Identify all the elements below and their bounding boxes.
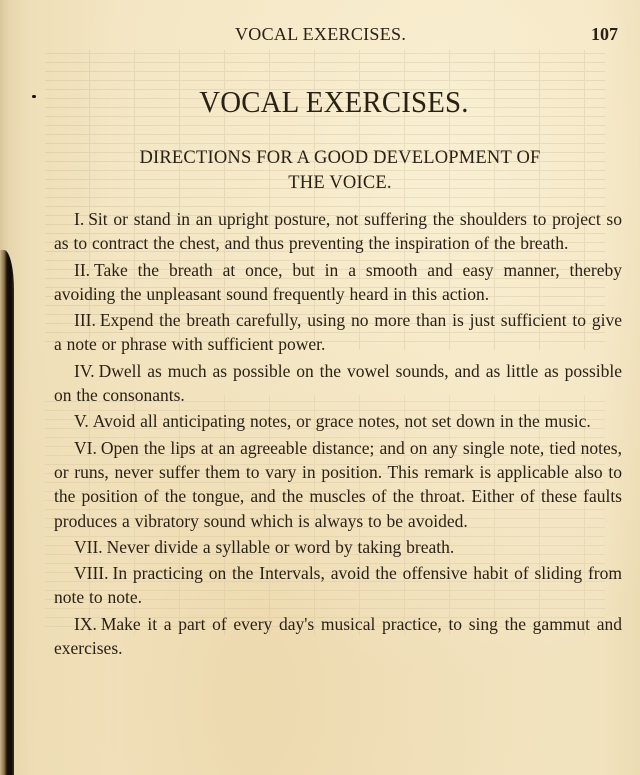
direction-numeral: I. — [74, 209, 85, 229]
direction-item — [54, 561, 622, 610]
direction-numeral: IX. — [74, 613, 97, 634]
section-heading-line-1: DIRECTIONS FOR A GOOD DEVELOPMENT OF — [139, 148, 541, 168]
book-binding-edge — [0, 250, 14, 775]
direction-numeral: II. — [74, 259, 91, 280]
page-number: 107 — [591, 24, 618, 44]
section-heading — [60, 146, 620, 196]
direction-numeral: VI. — [74, 437, 97, 458]
direction-text: In practicing on the Intervals, avoid the offensive habit of sliding from note to note. — [54, 563, 622, 608]
direction-item — [54, 207, 622, 256]
direction-text: Avoid all anticipating notes, or grace notes, not set down in the music. — [92, 411, 591, 432]
direction-numeral: V. — [74, 411, 89, 432]
direction-text: Sit or stand in an upright posture, not suffering the shoulders to project so as to contract the chest, and thus preventing the inspiration of the breath. — [54, 209, 622, 254]
page-title: VOCAL EXERCISES. — [199, 84, 469, 119]
direction-text: Never divide a syllable or word by taking breath. — [106, 536, 455, 557]
direction-item — [54, 436, 622, 533]
direction-numeral: VII. — [74, 536, 103, 557]
direction-text: Expend the breath carefully, using no more than is just sufficient to give a note or phrase with sufficient power. — [54, 310, 622, 355]
direction-item — [54, 409, 622, 433]
directions-list — [54, 207, 622, 662]
running-head: VOCAL EXERCISES. — [235, 24, 407, 44]
direction-numeral: IV. — [74, 360, 95, 381]
direction-item — [54, 308, 622, 357]
direction-text: Take the breath at once, but in a smooth and easy manner, thereby avoiding the unpleasant sound frequently heard in this action. — [54, 259, 622, 304]
direction-text: Open the lips at an agreeable distance; and on any single note, tied notes, or runs, never suffer them to vary in position. This remark is applicable also to the position of the tongue, and the muscles of the throat. Either of these faults produces a vibratory sound which is always to be avoided. — [54, 437, 622, 531]
direction-item — [54, 359, 622, 408]
direction-item — [54, 258, 622, 307]
direction-item — [54, 612, 622, 661]
direction-item — [54, 535, 622, 559]
section-heading-line-2: THE VOICE. — [288, 173, 392, 193]
direction-numeral: VIII. — [74, 563, 109, 584]
direction-text: Make it a part of every day's musical practice, to sing the gammut and exercises. — [54, 613, 622, 659]
direction-text: Dwell as much as possible on the vowel sounds, and as little as possible on the consonants. — [54, 360, 622, 406]
direction-numeral: III. — [74, 310, 96, 331]
page-header — [0, 24, 640, 48]
